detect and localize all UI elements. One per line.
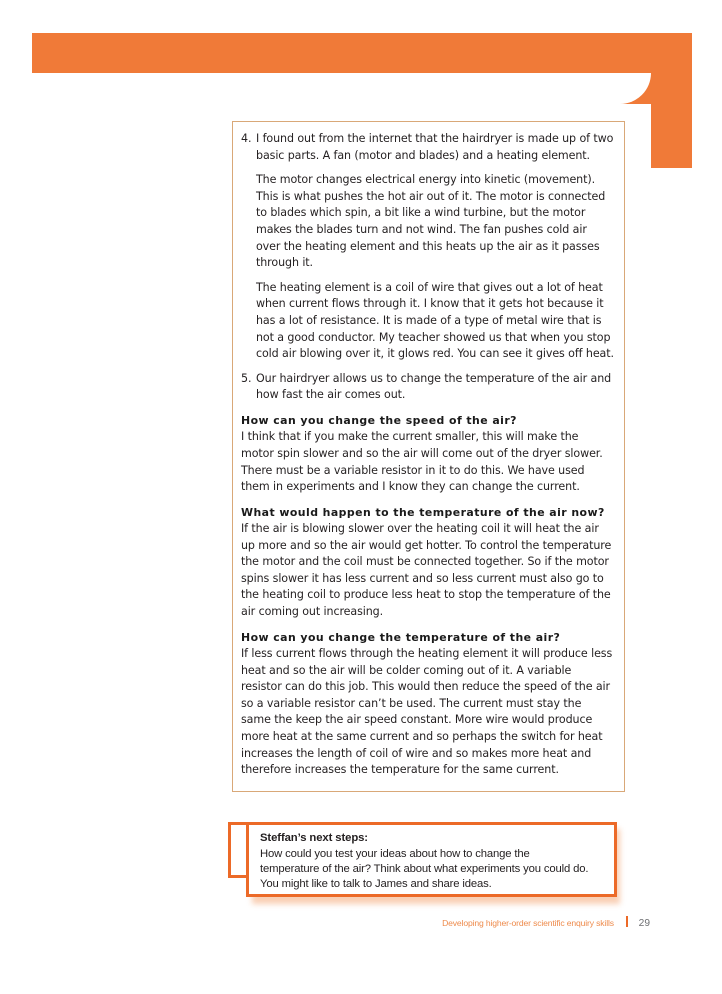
list-item-body — [256, 371, 614, 404]
answer-text — [241, 521, 614, 621]
content-box — [232, 121, 625, 792]
answer-text — [241, 646, 614, 779]
text-line: the motor makes the blades turn and not wind. The fan pushes — [256, 206, 586, 236]
callout-text-line: How could you test your ideas about how to change the — [260, 847, 530, 860]
text-line: Our hairdryer allows us to change the temperature of — [256, 371, 549, 385]
list-item-body — [256, 131, 614, 164]
text-line: slower. There must be a variable resistor in it to do this. We — [241, 446, 603, 477]
text-line: heat when current flows through it. I know that it gets hot — [256, 280, 603, 311]
text-line: I think that if you make the current smaller, this will make — [241, 430, 558, 444]
list-item — [241, 131, 614, 164]
text-line: The motor changes electrical energy into kinetic (movement). — [256, 173, 596, 187]
text-line: connected to blades which spin, a bit like a wind turbine, but — [256, 189, 606, 220]
text-line: metal wire that is not a good conductor. My teacher showed us — [256, 313, 602, 344]
text-line: switch for heat increases the length of coil of wire and so makes — [241, 730, 603, 760]
question-heading: How can you change the temperature of the air? — [241, 630, 561, 644]
text-line: it passes through it. — [256, 239, 600, 270]
footer-divider — [626, 916, 628, 927]
qa-block — [241, 413, 614, 496]
text-line: that when you stop cold air blowing over it, it glows red. You — [256, 330, 611, 361]
callout-box — [246, 822, 617, 897]
question-heading: How can you change the speed of the air? — [241, 413, 517, 427]
banner-horizontal-bar — [32, 33, 692, 73]
footer-page-number: 29 — [638, 918, 650, 929]
answer-text — [241, 429, 614, 495]
paragraph — [256, 274, 614, 363]
text-line: same current. — [482, 763, 559, 777]
next-steps-callout — [228, 822, 620, 904]
text-line: the air and how fast the air comes out. — [256, 371, 612, 402]
callout-text-line: You might like to talk to James and share ideas. — [260, 878, 492, 891]
banner-rounded-corner — [620, 73, 651, 104]
text-line: more heat and therefore increases the temperature for the — [241, 746, 592, 777]
callout-text-line: temperature of the air? Think about what experiments you could do. — [260, 862, 589, 875]
page-footer — [0, 911, 650, 930]
text-line: cold air over the heating element and this heats up the air as — [256, 222, 587, 253]
text-line: stay the same the keep the air speed constant. More wire would — [241, 696, 582, 727]
text-line: less heat and so the air will be colder coming out of it. A variable — [241, 647, 613, 677]
text-line: of two basic parts. A fan (motor and blades) and a heating — [256, 132, 614, 162]
text-line: the air so a variable resistor can’t be used. The current must — [241, 680, 611, 710]
paragraph — [256, 166, 614, 272]
question-heading: What would happen to the temperature of the air now? — [241, 505, 605, 519]
text-line: If less current flows through the heating element it will produce — [241, 647, 588, 661]
list-item-number: 4. — [241, 132, 252, 145]
footer-title: Developing higher-order scientific enquiry skills — [442, 918, 614, 928]
list-item — [241, 371, 614, 404]
text-line: temperature the motor and the coil must be connected together. — [241, 538, 612, 569]
list-item-number: 5. — [241, 371, 252, 385]
text-line: produce more heat at the same current and so perhaps the — [241, 713, 593, 744]
text-line: element. — [541, 148, 590, 162]
text-line: resistor can do this job. This would then reduce the speed of — [241, 680, 572, 694]
text-line: current must also go to the heating coil to produce less heat to — [241, 571, 604, 602]
text-line: current. — [537, 480, 580, 494]
text-line: the air up more and so the air would get hotter. To control the — [241, 522, 599, 552]
text-line: This is what pushes the hot air out of it. The motor is — [256, 189, 545, 203]
text-line: If the air is blowing slower over the heating coil it will heat — [241, 522, 560, 536]
text-line: have used them in experiments and I know they can change the — [241, 463, 585, 494]
qa-block — [241, 630, 614, 779]
banner-vertical-arm — [651, 73, 692, 168]
text-line: I found out from the internet that the hairdryer is made up — [256, 132, 576, 145]
text-line: So if the motor spins slower it has less current and so less — [241, 555, 609, 585]
text-line: because it has a lot of resistance. It is made of a type of — [256, 297, 604, 327]
text-line: the motor spin slower and so the air will come out of the dryer — [241, 430, 579, 460]
callout-title: Steffan’s next steps: — [260, 832, 368, 844]
text-line: stop the temperature of the air coming out increasing. — [241, 588, 611, 619]
qa-block — [241, 505, 614, 621]
text-line: The heating element is a coil of wire that gives out a lot of — [256, 280, 575, 294]
text-line: can see it gives off heat. — [479, 347, 614, 361]
